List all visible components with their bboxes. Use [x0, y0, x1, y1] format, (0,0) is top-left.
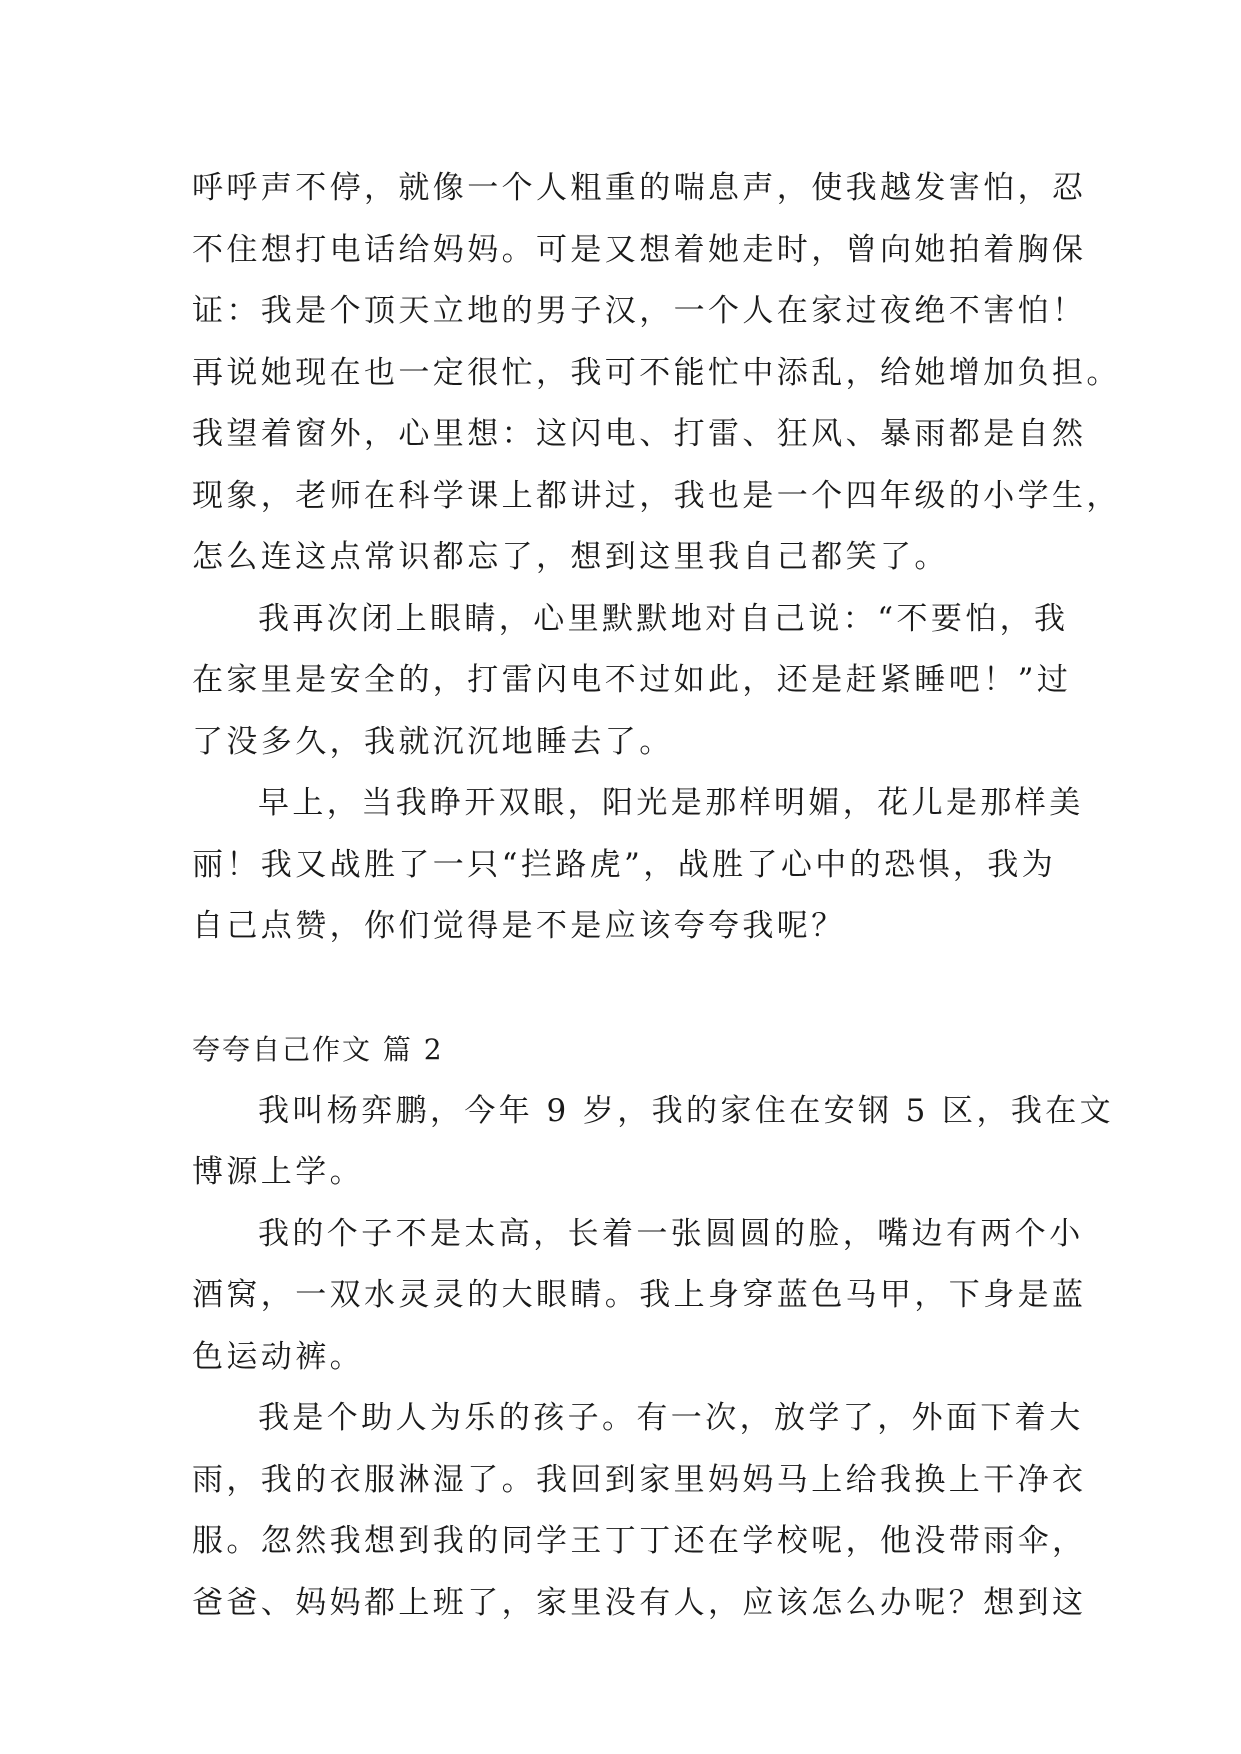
paragraph-line: 酒窝，一双水灵灵的大眼睛。我上身穿蓝色马甲，下身是蓝 [192, 1277, 1087, 1313]
paragraph-line: 色运动裤。 [192, 1338, 364, 1375]
paragraph-line: 自己点赞，你们觉得是不是应该夸夸我呢？ [192, 908, 846, 944]
paragraph-line: 证：我是个顶天立地的男子汉，一个人在家过夜绝不害怕！ [192, 293, 1087, 329]
paragraph-line: 服。忽然我想到我的同学王丁丁还在学校呢，他没带雨伞， [192, 1523, 1087, 1559]
paragraph-line: 了没多久，我就沉沉地睡去了。 [192, 723, 674, 760]
paragraph-line: 在家里是安全的，打雷闪电不过如此，还是赶紧睡吧！”过 [192, 662, 1072, 698]
paragraph-line: 爸爸、妈妈都上班了，家里没有人，应该怎么办呢？想到这 [192, 1584, 1087, 1621]
paragraph-line: 不住想打电话给妈妈。可是又想着她走时，曾向她拍着胸保 [192, 231, 1087, 268]
paragraph-line: 雨，我的衣服淋湿了。我回到家里妈妈马上给我换上干净衣 [192, 1461, 1087, 1498]
paragraph-line: 我再次闭上眼睛，心里默默地对自己说：“不要怕，我 [258, 600, 1069, 637]
paragraph-line: 我望着窗外，心里想：这闪电、打雷、狂风、暴雨都是自然 [192, 416, 1087, 452]
paragraph-line: 我叫杨弈鹏，今年 9 岁，我的家住在安钢 5 区，我在文 [258, 1092, 1115, 1129]
paragraph-line: 怎么连这点常识都忘了，想到这里我自己都笑了。 [192, 539, 949, 575]
paragraph-line: 博源上学。 [192, 1154, 364, 1190]
paragraph-line: 现象，老师在科学课上都讲过，我也是一个四年级的小学生， [192, 477, 1121, 514]
paragraph-line: 我是个助人为乐的孩子。有一次，放学了，外面下着大 [258, 1400, 1084, 1436]
section-spacer [192, 958, 1052, 1020]
section-heading: 夸夸自己作文 篇 2 [192, 1033, 444, 1066]
paragraph-line: 我的个子不是太高，长着一张圆圆的脸，嘴边有两个小 [258, 1215, 1084, 1252]
paragraph-line: 呼呼声不停，就像一个人粗重的喘息声，使我越发害怕，忍 [192, 170, 1087, 206]
paragraph-line: 丽！我又战胜了一只“拦路虎”，战胜了心中的恐惧，我为 [192, 846, 1057, 883]
paragraph-line: 再说她现在也一定很忙，我可不能忙中添乱，给她增加负担。 [192, 354, 1121, 391]
essay-body [192, 158, 1121, 1634]
paragraph-line: 早上，当我睁开双眼，阳光是那样明媚，花儿是那样美 [258, 785, 1084, 821]
